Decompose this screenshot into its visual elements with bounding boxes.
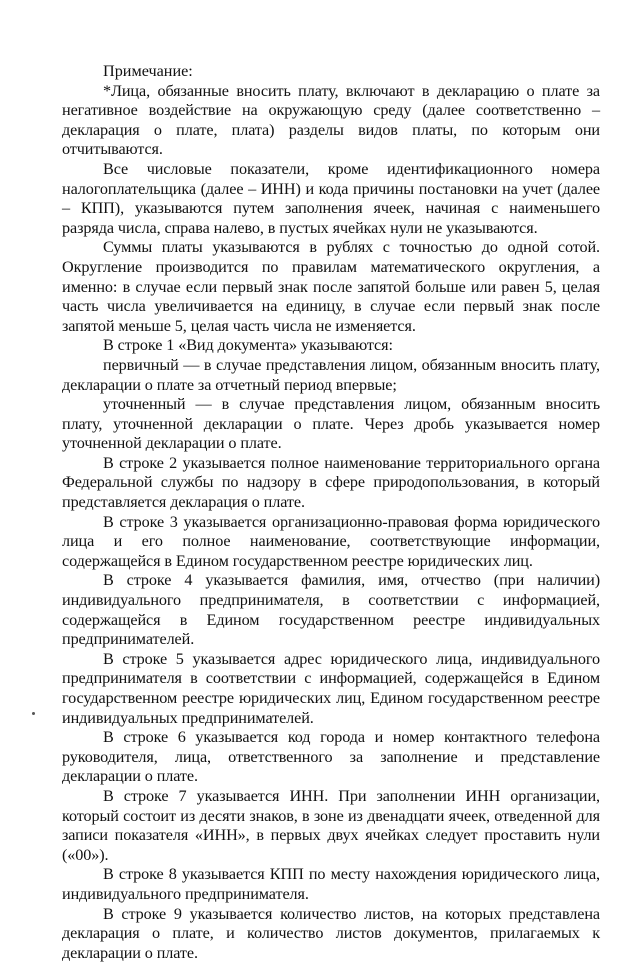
paragraph-line-8: В строке 8 указывается КПП по месту нахождения юридического лица, индивидуального предпринимателя. xyxy=(62,865,600,903)
paragraph-fee-payers: *Лица, обязанные вносить плату, включают в декларацию о плате за негативное воздействие на окружающую среду (далее соответственно – декларация о плате, плата) разделы видов платы, по которым они отчитываются. xyxy=(62,81,600,159)
paragraph-line-6: В строке 6 указывается код города и номер контактного телефона руководителя, лица, ответственного за заполнение и представление декларации о плате. xyxy=(62,728,600,786)
paragraph-line-1-corrected: уточненный — в случае представления лицом, обязанным вносить плату, уточненной декларации о плате. Через дробь указывается номер уточненной декларации о плате. xyxy=(62,395,600,453)
paragraph-line-7: В строке 7 указывается ИНН. При заполнении ИНН организации, который состоит из десяти знаков, в зоне из двенадцати ячеек, отведенной для записи показателя «ИНН», в первых двух ячейках следует проставить нули («00»). xyxy=(62,786,600,864)
paragraph-numeric-indicators: Все числовые показатели, кроме идентификационного номера налогоплательщика (далее – ИНН) и кода причины постановки на учет (далее – КПП), указываются путем заполнения ячеек, начиная с наименьшего разряда числа, справа налево, в пустых ячейках нули не указываются. xyxy=(62,159,600,237)
note-heading: Примечание: xyxy=(103,62,193,80)
paragraph-line-5: В строке 5 указывается адрес юридического лица, индивидуального предпринимателя в соответствии с информацией, содержащейся в Едином государственном реестре юридических лиц, Едином государственном реестре индивидуальных предпринимателей. xyxy=(62,649,600,727)
paragraph-line-1-intro: В строке 1 «Вид документа» указываются: xyxy=(103,336,393,355)
paragraph-line-1-primary: первичный — в случае представления лицом, обязанным вносить плату, декларации о плате за отчетный период впервые; xyxy=(62,355,600,394)
paragraph-line-4: В строке 4 указывается фамилия, имя, отчество (при наличии) индивидуального предпринимателя, в соответствии с информацией, содержащейся в Едином государственном реестре индивидуальных предпринимателей. xyxy=(62,571,600,649)
document-page xyxy=(62,62,600,963)
paragraph-line-9: В строке 9 указывается количество листов, на которых представлена декларация о плате, и количество листов документов, прилагаемых к декларации о плате. xyxy=(62,904,600,962)
paragraph-line-2: В строке 2 указывается полное наименование территориального органа Федеральной службы по надзору в сфере природопользования, в который представляется декларация о плате. xyxy=(62,453,600,512)
paragraph-rounding: Суммы платы указываются в рублях с точностью до одной сотой. Округление производится по правилам математического округления, а именно: в случае если первый знак после запятой больше или равен 5, целая часть числа увеличивается на единицу, в случае если первый знак после запятой меньше 5, целая часть числа не изменяется. xyxy=(62,238,600,335)
scan-speck xyxy=(32,712,35,715)
paragraph-line-3: В строке 3 указывается организационно-правовая форма юридического лица и его полное наименование, соответствующие информации, содержащейся в Едином государственном реестре юридических лиц. xyxy=(62,512,600,570)
